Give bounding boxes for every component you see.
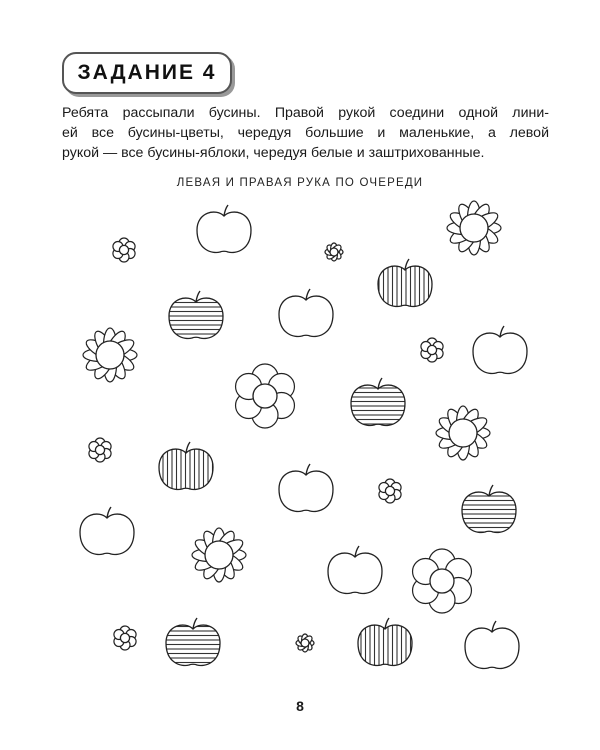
apple-bead-white <box>465 621 519 668</box>
small-flower-bead <box>421 338 443 362</box>
small-flower-bead <box>325 243 343 261</box>
small-flower-bead <box>114 626 136 650</box>
large-flower-bead <box>192 528 246 582</box>
large-flower-bead <box>436 406 490 460</box>
page-number: 8 <box>296 698 304 714</box>
small-flower-bead <box>89 438 111 462</box>
large-flower-bead <box>447 201 501 255</box>
small-flower-bead <box>296 634 314 652</box>
small-flower-bead <box>379 479 401 503</box>
apple-bead-horizontal-stripes <box>166 618 220 665</box>
apple-bead-horizontal-stripes <box>462 485 516 532</box>
large-flower-bead <box>236 364 295 428</box>
apple-bead-vertical-stripes <box>159 442 213 489</box>
instruction-line: Ребята рассыпали бусины. Правой рукой соедини одной лини- <box>62 105 549 121</box>
small-flower-bead <box>113 238 135 262</box>
apple-bead-white <box>328 546 382 593</box>
apple-bead-horizontal-stripes <box>169 291 223 338</box>
instruction-line: рукой — все бусины-яблоки, чередуя белые и заштрихованные. <box>62 145 485 161</box>
apple-bead-white <box>80 507 134 554</box>
exercise-subtitle: ЛЕВАЯ И ПРАВАЯ РУКА ПО ОЧЕРЕДИ <box>176 177 424 189</box>
apple-bead-white <box>197 205 251 252</box>
large-flower-bead <box>83 328 137 382</box>
instruction-line: ей все бусины-цветы, чередуя большие и маленькие, а левой <box>62 125 549 141</box>
apple-bead-vertical-stripes <box>378 259 432 306</box>
task-title: ЗАДАНИЕ 4 <box>77 61 217 84</box>
apple-bead-white <box>279 289 333 336</box>
apple-bead-white <box>473 326 527 373</box>
apple-bead-vertical-stripes <box>358 618 412 665</box>
large-flower-bead <box>413 549 472 613</box>
apple-bead-white <box>279 464 333 511</box>
apple-bead-horizontal-stripes <box>351 378 405 425</box>
